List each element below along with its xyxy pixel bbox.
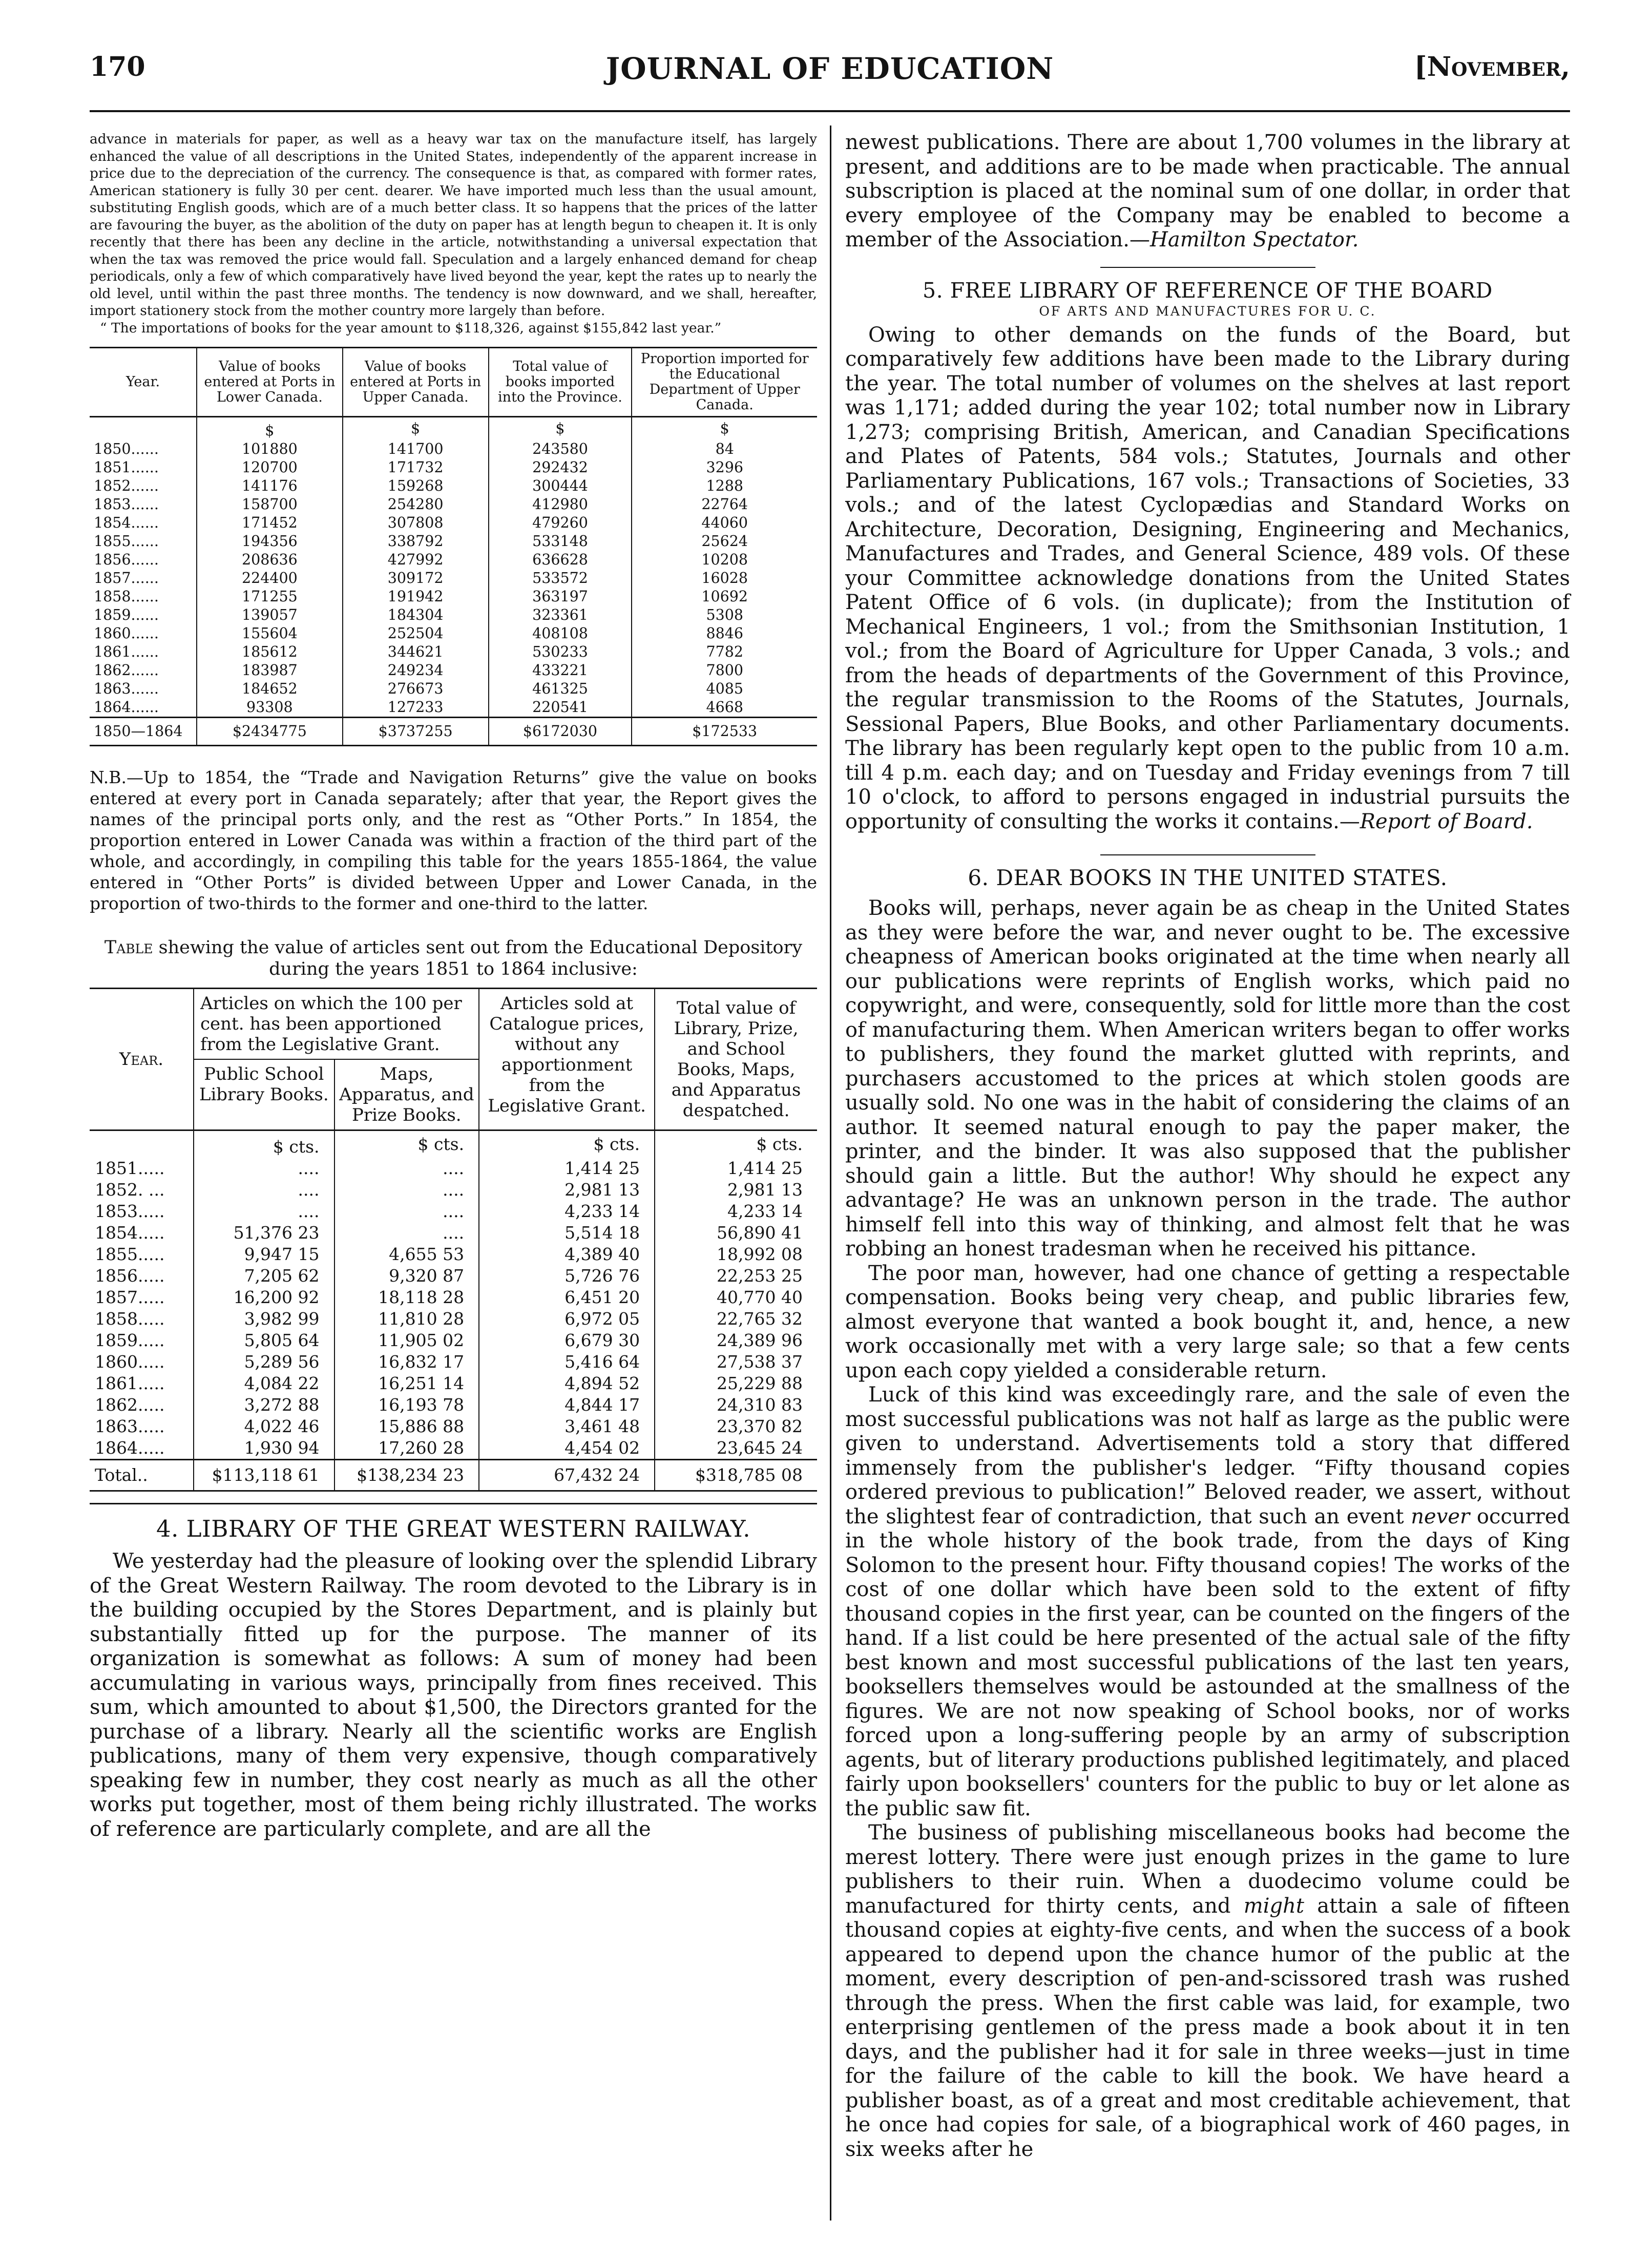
header-lower-canada: Value of books entered at Ports in Lower Canada. <box>197 348 343 417</box>
total-label: 1850—1864 <box>94 723 183 740</box>
value-cell: 40,770 40 <box>655 1287 817 1308</box>
section4-text: We yesterday had the pleasure of looking over the splendid Library of the Great Western Railway. The room devoted to the Library is in the building occupied by the Stores Department, and is plainly but substantially fitted up for the purpose. The manner of its organization is somewhat as follows: A sum of money had been accumulating in various ways, principally from fines received. This sum, which amounted to about $1,500, the Directors granted for the purchase of a library. Nearly all the scientific works are English publications, many of them very expensive, though comparatively speaking few in number, they cost nearly as much as all the other works put together, most of them being richly illustrated. The works of reference are particularly complete, and are all the <box>90 1549 817 1841</box>
value-cell: 44060 <box>632 514 817 532</box>
value-cell: 184304 <box>343 606 489 624</box>
left-column <box>90 131 817 1841</box>
value-cell: 412980 <box>489 495 632 514</box>
year-cell: 1854..... <box>95 1223 165 1243</box>
units-row <box>90 1130 817 1158</box>
year-cell: 1853...... <box>94 496 159 513</box>
table-row <box>90 1437 817 1460</box>
header-upper-canada: Value of books entered at Ports in Upper Canada. <box>343 348 489 417</box>
units-row <box>90 417 817 441</box>
value-cell: 323361 <box>489 606 632 624</box>
value-cell: 5,514 18 <box>479 1222 655 1244</box>
value-cell: 2,981 13 <box>655 1179 817 1201</box>
intro-paragraph <box>90 131 817 337</box>
value-cell: 2,981 13 <box>479 1179 655 1201</box>
value-cell: 4668 <box>632 698 817 718</box>
year-cell: 1851...... <box>94 459 159 476</box>
year-cell: 1864..... <box>95 1438 165 1458</box>
value-cell: 636628 <box>489 551 632 569</box>
value-cell: 363197 <box>489 588 632 606</box>
year-cell: 1861..... <box>95 1373 165 1393</box>
value-cell: 11,810 28 <box>334 1308 479 1330</box>
journal-title: JOURNAL OF EDUCATION <box>605 51 1054 86</box>
table-row <box>90 1394 817 1416</box>
value-cell: 1,414 25 <box>479 1158 655 1179</box>
value-cell: 24,389 96 <box>655 1330 817 1351</box>
value-cell: 3,982 99 <box>194 1308 334 1330</box>
year-cell: 1860...... <box>94 625 159 642</box>
value-cell: 3296 <box>632 458 817 477</box>
total-cell: $3737255 <box>343 718 489 746</box>
unit-cell: $ <box>489 417 632 441</box>
value-cell: 141176 <box>197 477 343 495</box>
value-cell: 408108 <box>489 624 632 643</box>
table-row <box>90 1179 817 1201</box>
value-cell: 10692 <box>632 588 817 606</box>
value-cell: 3,272 88 <box>194 1394 334 1416</box>
value-cell: 7800 <box>632 661 817 680</box>
value-cell: 307808 <box>343 514 489 532</box>
table-row <box>90 698 817 718</box>
year-cell: 1856..... <box>95 1266 165 1286</box>
value-cell: 171255 <box>197 588 343 606</box>
section-separator <box>90 1503 817 1504</box>
section-separator <box>1100 267 1315 268</box>
section5-source: Report of Board. <box>1360 809 1533 833</box>
value-cell: 93308 <box>197 698 343 718</box>
unit-cell: $ cts. <box>334 1130 479 1158</box>
year-cell: 1855...... <box>94 533 159 550</box>
section6-p4-part2: attain a sale of fifteen thousand copies at eighty-five cents, and when the success of a book appeared to depend upon the chance humor of the public at the moment, every description of pen-and-scissored trash was rushed through the press. When the first cable was laid, for example, two enterprising gentlemen of the press made a book about it in ten days, and the publisher had it for sale in three weeks—just in time for the failure of the cable to kill the book. We have heard a publisher boast, as of a great and most creditable achievement, that he once had copies for sale, of a biographical work of 460 pages, in six weeks after he <box>845 1894 1571 2161</box>
header-total-province: Total value of books imported into the Province. <box>489 348 632 417</box>
year-cell: 1861...... <box>94 643 159 660</box>
total-label: Total.. <box>95 1465 148 1485</box>
value-cell: 4,233 14 <box>479 1201 655 1222</box>
value-cell: 220541 <box>489 698 632 718</box>
table-row <box>90 532 817 551</box>
total-row <box>90 718 817 746</box>
year-cell: 1862...... <box>94 662 159 679</box>
value-cell: 16028 <box>632 569 817 588</box>
value-cell: 427992 <box>343 551 489 569</box>
year-cell: 1859..... <box>95 1330 165 1350</box>
value-cell: 252504 <box>343 624 489 643</box>
table-row <box>90 1244 817 1265</box>
section6-paragraph-3 <box>845 1383 1570 1821</box>
value-cell: 23,645 24 <box>655 1437 817 1460</box>
value-cell: 16,193 78 <box>334 1394 479 1416</box>
value-cell: 8846 <box>632 624 817 643</box>
value-cell: 56,890 41 <box>655 1222 817 1244</box>
unit-cell <box>90 1130 194 1158</box>
value-cell: 4085 <box>632 680 817 698</box>
header-public-school: Public School Library Books. <box>194 1059 334 1130</box>
value-cell: 101880 <box>197 440 343 458</box>
value-cell: 27,538 37 <box>655 1351 817 1373</box>
value-cell: 141700 <box>343 440 489 458</box>
year-cell: 1854...... <box>94 514 159 531</box>
value-cell: 22,253 25 <box>655 1265 817 1287</box>
header-year: Year. <box>119 1049 164 1070</box>
value-cell: 23,370 82 <box>655 1416 817 1437</box>
value-cell: 533148 <box>489 532 632 551</box>
table-row <box>90 1308 817 1330</box>
value-cell: 309172 <box>343 569 489 588</box>
value-cell: 155604 <box>197 624 343 643</box>
value-cell: 300444 <box>489 477 632 495</box>
total-cell: 67,432 24 <box>479 1460 655 1491</box>
value-cell: 5,726 76 <box>479 1265 655 1287</box>
table-row <box>90 477 817 495</box>
table-row <box>90 680 817 698</box>
table-row <box>90 1265 817 1287</box>
unit-cell: $ <box>197 417 343 441</box>
value-cell: 6,972 05 <box>479 1308 655 1330</box>
value-cell: .... <box>334 1201 479 1222</box>
value-cell: 433221 <box>489 661 632 680</box>
total-cell: $138,234 23 <box>334 1460 479 1491</box>
value-cell: 18,992 08 <box>655 1244 817 1265</box>
section6-paragraph-4 <box>845 1821 1570 2162</box>
book-imports-table <box>90 347 817 746</box>
value-cell: 25,229 88 <box>655 1373 817 1394</box>
value-cell: 159268 <box>343 477 489 495</box>
year-cell: 1858..... <box>95 1309 165 1329</box>
value-cell: 461325 <box>489 680 632 698</box>
section6-heading: 6. DEAR BOOKS IN THE UNITED STATES. <box>968 865 1448 890</box>
section5-text <box>845 323 1570 834</box>
table-row <box>90 514 817 532</box>
header-year: Year. <box>126 374 160 390</box>
year-cell: 1856...... <box>94 551 159 568</box>
section-separator <box>1100 854 1315 855</box>
value-cell: 4,233 14 <box>655 1201 817 1222</box>
total-row <box>90 1460 817 1491</box>
table-row <box>90 495 817 514</box>
unit-cell <box>90 417 197 441</box>
value-cell: 11,905 02 <box>334 1330 479 1351</box>
value-cell: .... <box>334 1158 479 1179</box>
section6-paragraph-2: The poor man, however, had one chance of getting a respectable compensation. Books being very cheap, and public libraries few, almost everyone that wanted a book bought it, and, hence, a new work occasionally met with a very large sale; so that a few cents upon each copy yielded a considerable return. <box>845 1261 1570 1383</box>
section6-p4-emphasis: might <box>1243 1894 1304 1918</box>
value-cell: 194356 <box>197 532 343 551</box>
value-cell: 530233 <box>489 643 632 661</box>
value-cell: 16,251 14 <box>334 1373 479 1394</box>
total-cell: $2434775 <box>197 718 343 746</box>
column-divider <box>830 125 831 2221</box>
year-cell: 1853..... <box>95 1201 165 1221</box>
year-cell: 1858...... <box>94 588 159 605</box>
value-cell: 5308 <box>632 606 817 624</box>
value-cell: 7,205 62 <box>194 1265 334 1287</box>
year-cell: 1850...... <box>94 441 159 457</box>
value-cell: 243580 <box>489 440 632 458</box>
section6-p3-emphasis: never <box>1411 1504 1470 1528</box>
page-header <box>90 51 1570 102</box>
section5-heading: 5. FREE LIBRARY OF REFERENCE OF THE BOARD <box>923 278 1493 303</box>
value-cell: 344621 <box>343 643 489 661</box>
value-cell: 4,894 52 <box>479 1373 655 1394</box>
value-cell: .... <box>334 1222 479 1244</box>
value-cell: 16,832 17 <box>334 1351 479 1373</box>
unit-cell: $ <box>632 417 817 441</box>
table-row <box>90 440 817 458</box>
value-cell: 139057 <box>197 606 343 624</box>
table-row <box>90 643 817 661</box>
header-total-value: Total value of Library, Prize, and School Books, Maps, and Apparatus despatched. <box>655 989 817 1130</box>
header-maps-apparatus: Maps, Apparatus, and Prize Books. <box>334 1059 479 1130</box>
right-column <box>845 131 1570 2162</box>
table2-caption-word: Table <box>104 937 153 958</box>
value-cell: 158700 <box>197 495 343 514</box>
value-cell: 208636 <box>197 551 343 569</box>
table-header-row <box>90 989 817 1060</box>
value-cell: 4,022 46 <box>194 1416 334 1437</box>
section5-body: Owing to other demands on the funds of the Board, but comparatively few additions have been made to the Library during the year. The total number of volumes on the shelves at last report was 1,171; added during the year 102; total number now in Library 1,273; comprising British, American, and Canadian Specifications and Plates of Patents, 584 vols.; Statutes, Journals and other Parliamentary Publications, 167 vols.; Transactions of Societies, 33 vols.; and of the latest Cyclopædias and Standard Works on Architecture, Decoration, Designing, Engineering and Mechanics, Manufactures and Trades, and General Science, 489 vols. Of these your Committee acknowledge donations from the United States Patent Office of 6 vols. (in duplicate); from the Institution of Mechanical Engineers, 1 vol.; from the Smithsonian Institution, 1 vol.; from the Board of Agriculture for Upper Canada, 3 vols.; and from the heads of departments of the Government of this Province, the regular transmission to the Rooms of the Statutes, Journals, Sessional Papers, Blue Books, and other Parliamentary documents. The library has been regularly kept open to the public from 10 a.m. till 4 p.m. each day; and on Tuesday and Friday evenings from 7 till 10 o'clock, to afford to persons engaged in industrial pursuits the opportunity of consulting the works it contains.— <box>845 323 1570 833</box>
table-row <box>90 1201 817 1222</box>
section4-heading: 4. LIBRARY OF THE GREAT WESTERN RAILWAY. <box>156 1515 751 1542</box>
value-cell: 4,844 17 <box>479 1394 655 1416</box>
value-cell: 1,414 25 <box>655 1158 817 1179</box>
value-cell: 249234 <box>343 661 489 680</box>
year-cell: 1852. ... <box>95 1180 165 1200</box>
value-cell: 171732 <box>343 458 489 477</box>
unit-cell: $ <box>343 417 489 441</box>
table-row <box>90 606 817 624</box>
value-cell: 24,310 83 <box>655 1394 817 1416</box>
year-cell: 1863...... <box>94 680 159 697</box>
value-cell: .... <box>334 1179 479 1201</box>
value-cell: 15,886 88 <box>334 1416 479 1437</box>
value-cell: 7782 <box>632 643 817 661</box>
value-cell: .... <box>194 1158 334 1179</box>
value-cell: 4,389 40 <box>479 1244 655 1265</box>
value-cell: 3,461 48 <box>479 1416 655 1437</box>
value-cell: .... <box>194 1179 334 1201</box>
total-cell: $113,118 61 <box>194 1460 334 1491</box>
value-cell: 9,320 87 <box>334 1265 479 1287</box>
value-cell: 127233 <box>343 698 489 718</box>
unit-cell: $ cts. <box>194 1130 334 1158</box>
table-row <box>90 1158 817 1179</box>
value-cell: 4,454 02 <box>479 1437 655 1460</box>
year-cell: 1855..... <box>95 1244 165 1264</box>
value-cell: 4,655 53 <box>334 1244 479 1265</box>
header-educational-dept: Proportion imported for the Educational Department of Upper Canada. <box>632 348 817 417</box>
section6-p4-part1: The business of publishing miscellaneous books had become the merest lottery. There were just enough prizes in the game to lure publishers to their ruin. When a duodecimo volume could be manufactured for thirty cents, and <box>845 1821 1570 1918</box>
value-cell: 22,765 32 <box>655 1308 817 1330</box>
table-row <box>90 588 817 606</box>
continued-paragraph <box>845 131 1570 253</box>
value-cell: 191942 <box>343 588 489 606</box>
table-row <box>90 624 817 643</box>
year-cell: 1864...... <box>94 699 159 716</box>
value-cell: 292432 <box>489 458 632 477</box>
depository-table <box>90 988 817 1492</box>
table2-caption-text: shewing the value of articles sent out from the Educational Depository during the years 1851 to 1864 inclusive: <box>158 937 803 979</box>
value-cell: 84 <box>632 440 817 458</box>
table-header-row <box>90 348 817 417</box>
value-cell: 18,118 28 <box>334 1287 479 1308</box>
value-cell: 533572 <box>489 569 632 588</box>
value-cell: 185612 <box>197 643 343 661</box>
year-cell: 1863..... <box>95 1416 165 1436</box>
nb-note: N.B.—Up to 1854, the “Trade and Navigation Returns” give the value on books entered at every port in Canada separately; after that year, the Report gives the names of the principal ports only, and the rest as “Other Ports.” In 1854, the proportion entered in Lower Canada was within a fraction of the third part of the whole, and accordingly, in compiling this table for the years 1855-1864, the value entered in “Other Ports” is divided between Upper and Lower Canada, in the proportion of two-thirds to the former and one-third to the latter. <box>90 767 817 913</box>
value-cell: 1288 <box>632 477 817 495</box>
year-cell: 1859...... <box>94 606 159 623</box>
unit-cell: $ cts. <box>479 1130 655 1158</box>
section6-paragraph-1: Books will, perhaps, never again be as cheap in the United States as they were before the war, and never ought to be. The excessive cheapness of American books originated at the time when nearly all our publications were reprints of English works, which paid no copywright, and were, consequently, sold for little more than the cost of manufacturing them. When American writers began to offer works to publishers, they found the market glutted with reprints, and purchasers accustomed to the prices at which stolen goods are usually sold. No one was in the habit of considering the claims of an author. It seemed natural enough to pay the paper maker, the printer, and the binder. It was also supposed that the publisher should gain a little. But the author! Why should he expect any advantage? He was an unknown person in the trade. The author himself fell into this way of thinking, and almost felt that he was robbing an honest tradesman when he received his pittance. <box>845 896 1570 1261</box>
value-cell: 5,289 56 <box>194 1351 334 1373</box>
value-cell: 6,451 20 <box>479 1287 655 1308</box>
table-row <box>90 1330 817 1351</box>
value-cell: 184652 <box>197 680 343 698</box>
table-row <box>90 1287 817 1308</box>
value-cell: .... <box>194 1201 334 1222</box>
table-row <box>90 1416 817 1437</box>
year-cell: 1852...... <box>94 477 159 494</box>
value-cell: 9,947 15 <box>194 1244 334 1265</box>
total-cell: $172533 <box>632 718 817 746</box>
table-row <box>90 551 817 569</box>
value-cell: 171452 <box>197 514 343 532</box>
section6-p3-part1: Luck of this kind was exceedingly rare, and the sale of even the most successful publications was not half as large as the public were given to understand. Advertisements told a story that differed immensely from the publisher's ledger. “Fifty thousand copies ordered previous to publication!” Beloved reader, we assert, without the slightest fear of contradiction, that such an event <box>845 1383 1570 1528</box>
year-cell: 1860..... <box>95 1352 165 1372</box>
total-cell: $6172030 <box>489 718 632 746</box>
section6-p3-part2: occurred in the whole history of the book trade, from the days of King Solomon to the present hour. Fifty thousand copies! The works of the cost of one dollar which have been sold to the extent of fifty thousand copies in the first year, can be counted on the fingers of the hand. If a list could be here presented of the actual sale of the fifty best known and most successful publications of the last ten years, booksellers themselves would be astounded at the smallness of the figures. We are not now speaking of School books, nor of works forced upon a long-suffering people by an army of subscription agents, but of literary productions published legitimately, and placed fairly upon booksellers' counters for the public to buy or let alone as the public saw fit. <box>845 1504 1571 1820</box>
value-cell: 120700 <box>197 458 343 477</box>
total-cell: $318,785 08 <box>655 1460 817 1491</box>
unit-cell: $ cts. <box>655 1130 817 1158</box>
header-rule <box>90 110 1570 112</box>
value-cell: 276673 <box>343 680 489 698</box>
table-row <box>90 1373 817 1394</box>
value-cell: 51,376 23 <box>194 1222 334 1244</box>
year-cell: 1862..... <box>95 1395 165 1415</box>
value-cell: 16,200 92 <box>194 1287 334 1308</box>
intro-quote: “ The importations of books for the year amount to $118,326, against $155,842 last year.” <box>100 320 722 336</box>
value-cell: 254280 <box>343 495 489 514</box>
year-cell: 1851..... <box>95 1158 165 1178</box>
value-cell: 338792 <box>343 532 489 551</box>
value-cell: 5,416 64 <box>479 1351 655 1373</box>
table-row <box>90 1351 817 1373</box>
continued-source: Hamilton Spectator. <box>1149 228 1359 252</box>
section5-subheading: OF ARTS AND MANUFACTURES FOR U. C. <box>1039 303 1376 319</box>
value-cell: 6,679 30 <box>479 1330 655 1351</box>
value-cell: 224400 <box>197 569 343 588</box>
header-catalogue: Articles sold at Catalogue prices, without any apportionment from the Legislative Grant. <box>479 989 655 1130</box>
table-row <box>90 569 817 588</box>
value-cell: 4,084 22 <box>194 1373 334 1394</box>
value-cell: 5,805 64 <box>194 1330 334 1351</box>
value-cell: 25624 <box>632 532 817 551</box>
value-cell: 17,260 28 <box>334 1437 479 1460</box>
year-cell: 1857..... <box>95 1287 165 1307</box>
value-cell: 10208 <box>632 551 817 569</box>
value-cell: 22764 <box>632 495 817 514</box>
issue-month: [November, <box>1414 51 1570 82</box>
year-cell: 1857...... <box>94 570 159 587</box>
intro-text: advance in materials for paper, as well as a heavy war tax on the manufacture itself, has largely enhanced the value of all descriptions in the United States, independently of the apparent increase in price due to the depreciation of the currency. The consequence is that, as compared with former rates, American stationery is fully 30 per cent. dearer. We have imported much less than the usual amount, substituting English goods, which are of a much better class. It so happens that the prices of the latter are favouring the buyer, as the abolition of the duty on paper has at length begun to cheapen it. It is only recently that there has been any decline in the article, notwithstanding a universal expectation that when the tax was removed the price would fall. Speculation and a largely enhanced demand for cheap periodicals, only a few of which comparatively have lived beyond the year, kept the rates up to nearly the old level, until within the past three months. The tendency is now downward, and we shall, hereafter, import stationery stock from the mother country more largely than before. <box>90 131 817 319</box>
table-row <box>90 1222 817 1244</box>
value-cell: 479260 <box>489 514 632 532</box>
table2-caption <box>90 937 817 980</box>
page-number: 170 <box>90 51 145 82</box>
value-cell: 1,930 94 <box>194 1437 334 1460</box>
table-row <box>90 661 817 680</box>
continued-text: newest publications. There are about 1,700 volumes in the library at present, and additions are to be made when practicable. The annual subscription is placed at the nominal sum of one dollar, in order that every employee of the Company may be enabled to become a member of the Association.— <box>845 131 1570 252</box>
table-row <box>90 458 817 477</box>
header-apportioned: Articles on which the 100 per cent. has been apportioned from the Legislative Grant. <box>194 989 479 1060</box>
value-cell: 183987 <box>197 661 343 680</box>
